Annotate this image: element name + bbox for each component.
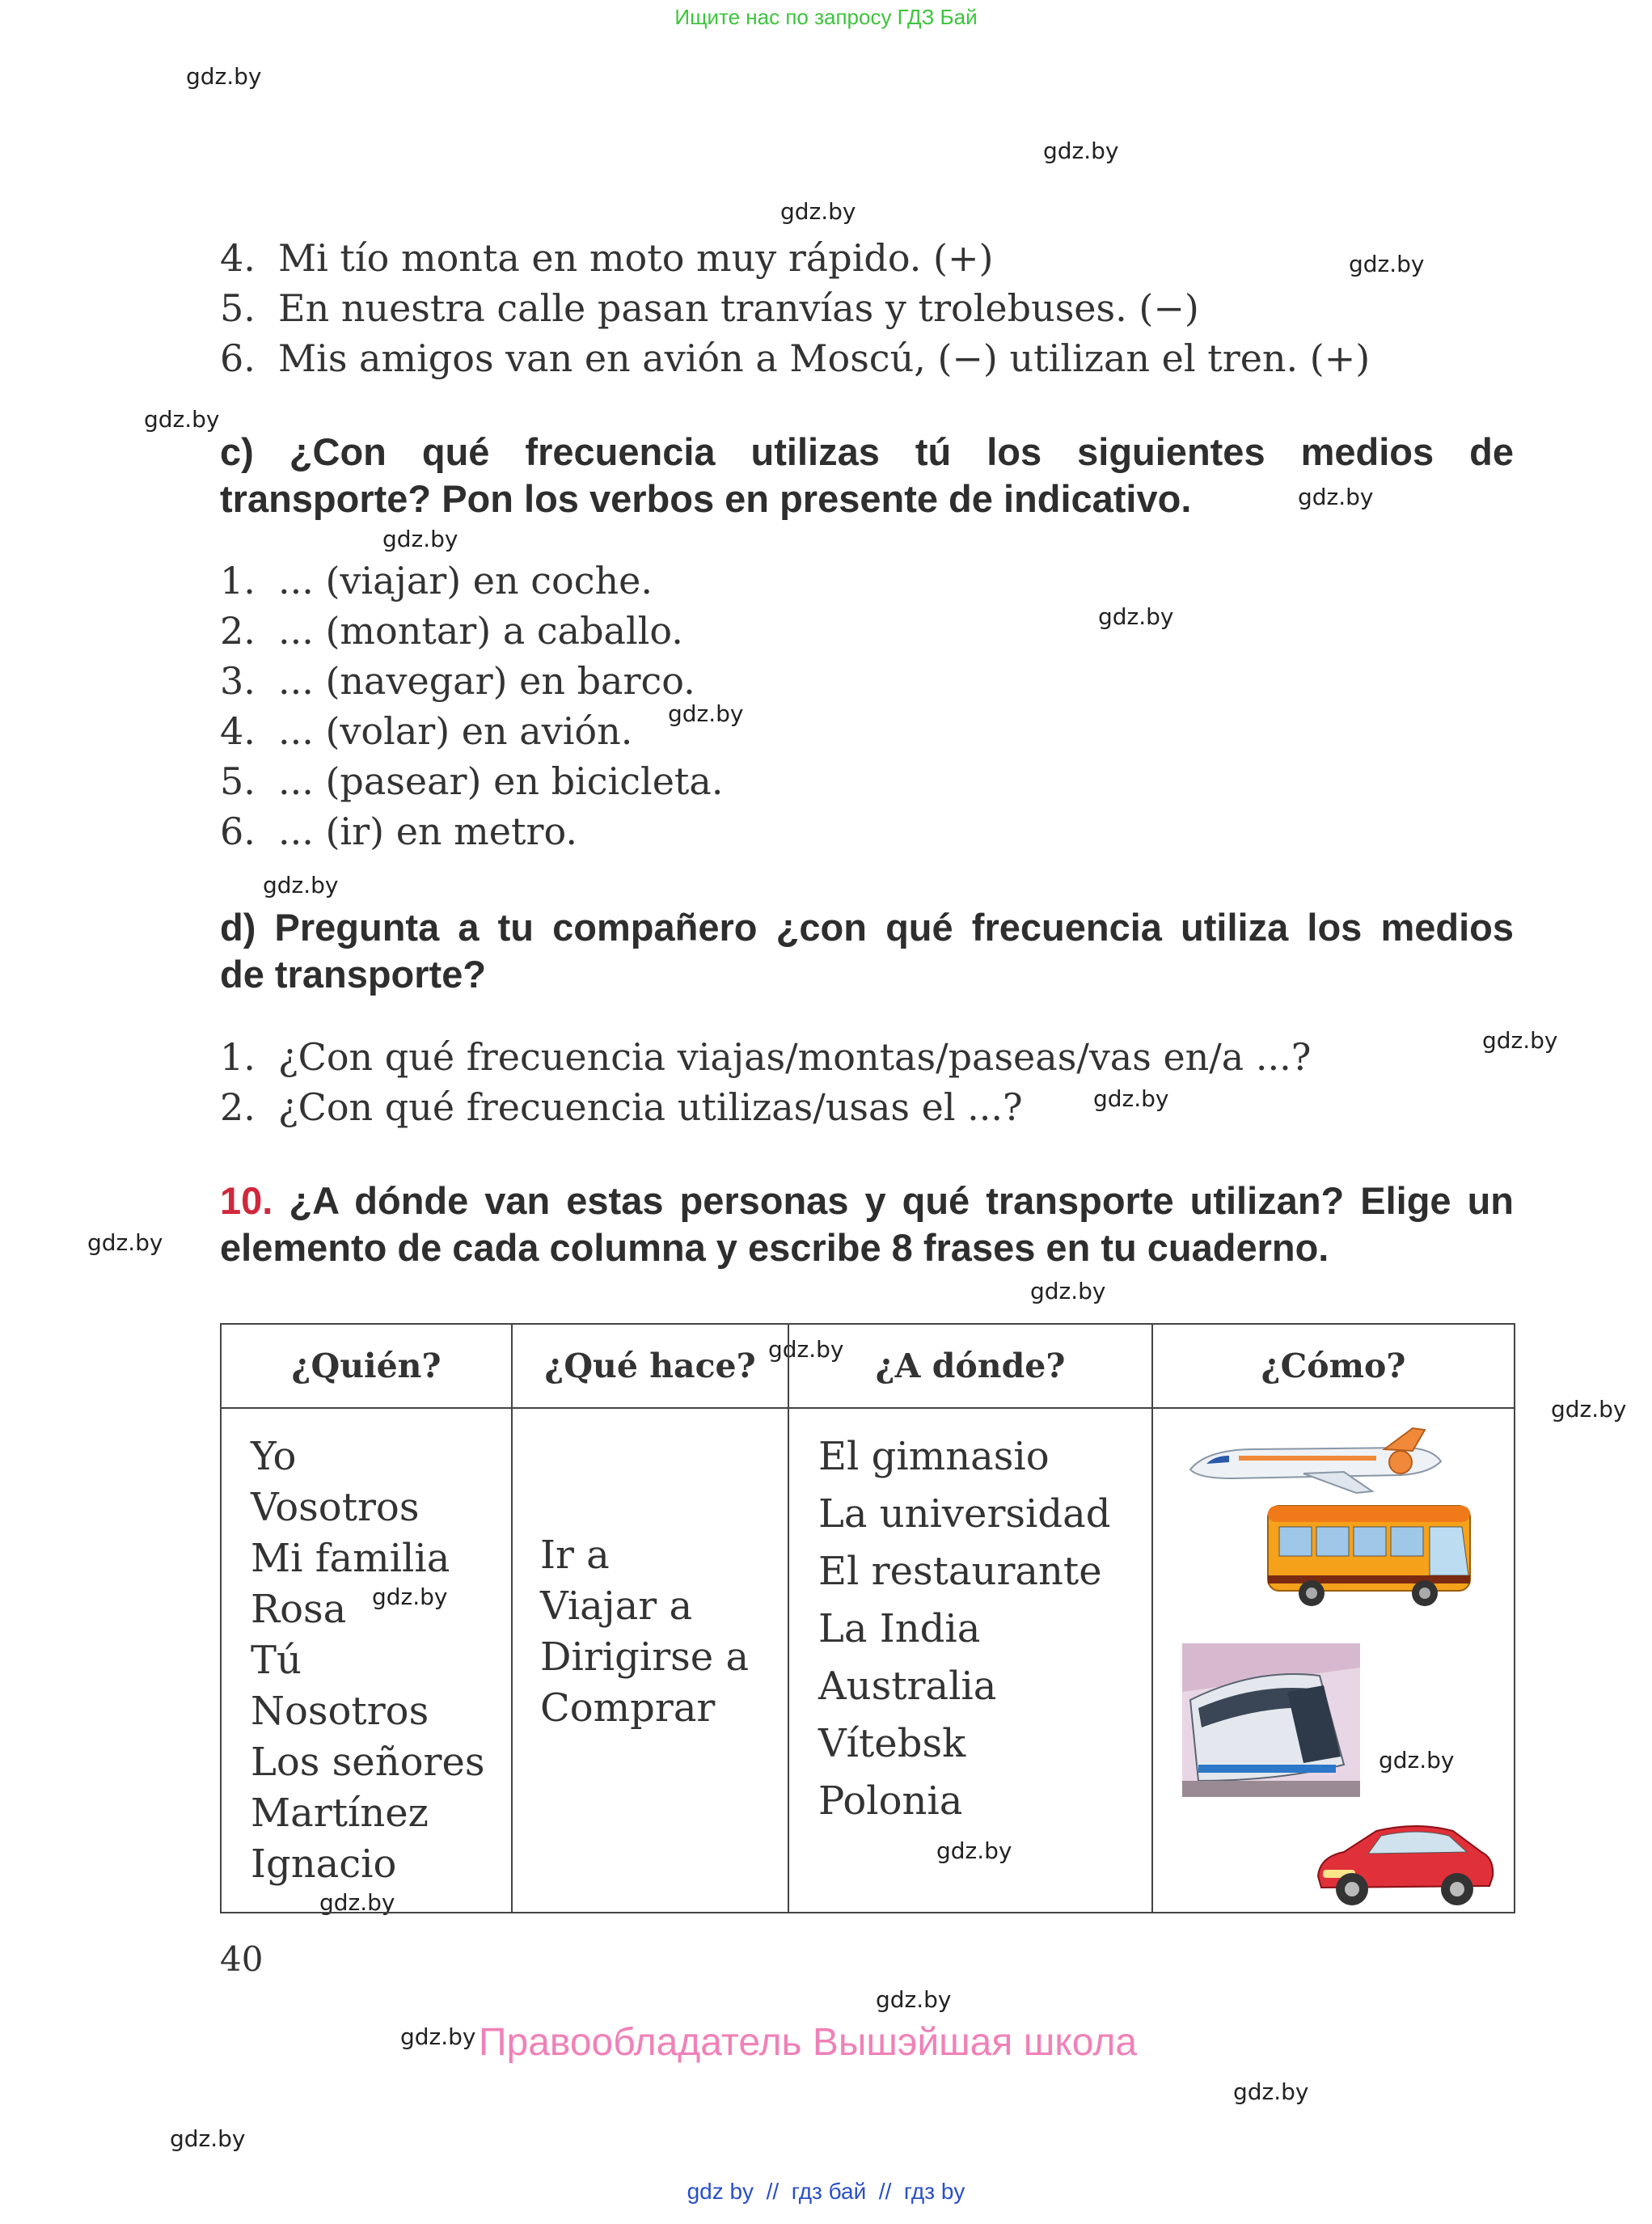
column-header-quien: ¿Quién? xyxy=(221,1324,512,1408)
list-item: Polonia xyxy=(818,1778,963,1824)
exercise-d-list xyxy=(220,1032,1311,1132)
column-header-a-donde: ¿A dónde? xyxy=(788,1324,1152,1408)
list-item: 6. ... (ir) en metro. xyxy=(220,810,577,853)
watermark: gdz.by xyxy=(876,1986,952,2013)
list-item: Mi familia xyxy=(251,1536,450,1581)
exercise-10-heading: 10. ¿A dónde van estas personas y qué transporte utilizan? Elige un elemento de cada columna y escribe 8 frases en tu cuaderno. xyxy=(220,1179,1514,1269)
list-item: Rosa xyxy=(251,1587,347,1632)
watermark: gdz.by xyxy=(1030,1278,1106,1304)
exercise-number: 10. xyxy=(220,1179,273,1222)
watermark: gdz.by xyxy=(144,406,220,433)
page-number: 40 xyxy=(220,1939,264,1979)
list-item: La universidad xyxy=(818,1491,1111,1537)
column-header-que-hace: ¿Qué hace? xyxy=(512,1324,788,1408)
watermark: gdz.by xyxy=(936,1837,1012,1864)
column-header-como: ¿Cómo? xyxy=(1152,1324,1515,1408)
watermark: gdz.by xyxy=(1043,137,1119,164)
list-item: Tú xyxy=(251,1638,302,1683)
list-item: Comprar xyxy=(540,1685,716,1731)
list-item: La India xyxy=(818,1606,981,1651)
watermark: gdz.by xyxy=(1379,1747,1455,1774)
watermark: gdz.by xyxy=(1551,1396,1627,1423)
watermark: gdz.by xyxy=(170,2125,246,2152)
exercise-d-heading: d) Pregunta a tu compañero ¿con qué frecuencia utiliza los medios de transporte? xyxy=(220,906,1514,996)
list-item: Dirigirse a xyxy=(540,1634,750,1680)
table-header-row xyxy=(221,1324,1515,1408)
column-a-donde xyxy=(788,1408,1152,1913)
train-icon xyxy=(1182,1643,1360,1797)
list-item: 2. ... (montar) a caballo. xyxy=(220,609,683,653)
watermark: gdz.by xyxy=(1349,251,1425,277)
list-item: Ignacio xyxy=(251,1841,397,1887)
column-como xyxy=(1152,1408,1515,1913)
watermark: gdz.by xyxy=(87,1229,163,1256)
watermark: gdz.by xyxy=(372,1583,448,1610)
watermark: gdz.by xyxy=(768,1336,844,1363)
list-item: Ir a xyxy=(540,1533,610,1578)
watermark: gdz.by xyxy=(1098,603,1174,630)
column-que-hace xyxy=(512,1408,788,1913)
list-item: 1. ¿Con qué frecuencia viajas/montas/paseas/vas en/a ...? xyxy=(220,1035,1312,1079)
list-item: Nosotros xyxy=(251,1689,429,1734)
list-item: Viajar a xyxy=(540,1583,693,1629)
footer-links[interactable]: gdz by // гдз бай // гдз by xyxy=(687,2179,965,2204)
watermark: gdz.by xyxy=(1233,2078,1309,2105)
watermark: gdz.by xyxy=(400,2023,476,2050)
watermark: gdz.by xyxy=(1093,1085,1169,1112)
list-item: El gimnasio xyxy=(818,1434,1050,1479)
list-item: El restaurante xyxy=(818,1549,1102,1594)
watermark: gdz.by xyxy=(382,526,458,552)
exercise-10-table xyxy=(220,1323,1515,1913)
watermark: gdz.by xyxy=(780,198,856,225)
watermark: gdz.by xyxy=(1298,484,1374,510)
exercise-c-heading: c) ¿Con qué frecuencia utilizas tú los siguientes medios de transporte? Pon los verbos en presente de indicativo. xyxy=(220,430,1514,520)
list-item: Los señores xyxy=(251,1740,485,1785)
list-item: Martínez xyxy=(251,1791,429,1836)
list-item: 5. En nuestra calle pasan tranvías y trolebuses. (−) xyxy=(220,286,1199,330)
watermark: gdz.by xyxy=(319,1889,395,1916)
top-banner: Ищите нас по запросу ГДЗ Бай xyxy=(674,5,978,29)
list-item: Australia xyxy=(818,1664,997,1709)
car-icon xyxy=(1312,1813,1498,1910)
watermark: gdz.by xyxy=(1482,1027,1558,1054)
bus-icon xyxy=(1263,1498,1481,1611)
list-item: 6. Mis amigos van en avión a Moscú, (−) utilizan el tren. (+) xyxy=(220,336,1371,380)
column-quien xyxy=(221,1408,512,1913)
list-item: 4. ... (volar) en avión. xyxy=(220,709,633,753)
watermark: gdz.by xyxy=(263,872,339,898)
airplane-icon xyxy=(1182,1425,1449,1498)
list-item: 5. ... (pasear) en bicicleta. xyxy=(220,759,724,803)
exercise-b-list xyxy=(220,233,1370,383)
list-item: 4. Mi tío monta en moto muy rápido. (+) xyxy=(220,236,994,280)
list-item: 1. ... (viajar) en coche. xyxy=(220,559,653,603)
exercise-c-list xyxy=(220,556,723,856)
watermark: gdz.by xyxy=(668,700,744,727)
list-item: Vosotros xyxy=(251,1485,420,1530)
table-row xyxy=(221,1408,1515,1913)
watermark: gdz.by xyxy=(186,63,262,90)
list-item: 3. ... (navegar) en barco. xyxy=(220,659,695,703)
rights-holder: Правообладатель Вышэйшая школа xyxy=(479,2021,1138,2064)
list-item: 2. ¿Con qué frecuencia utilizas/usas el ...? xyxy=(220,1085,1023,1129)
list-item: Yo xyxy=(251,1434,297,1479)
list-item: Vítebsk xyxy=(818,1721,966,1766)
